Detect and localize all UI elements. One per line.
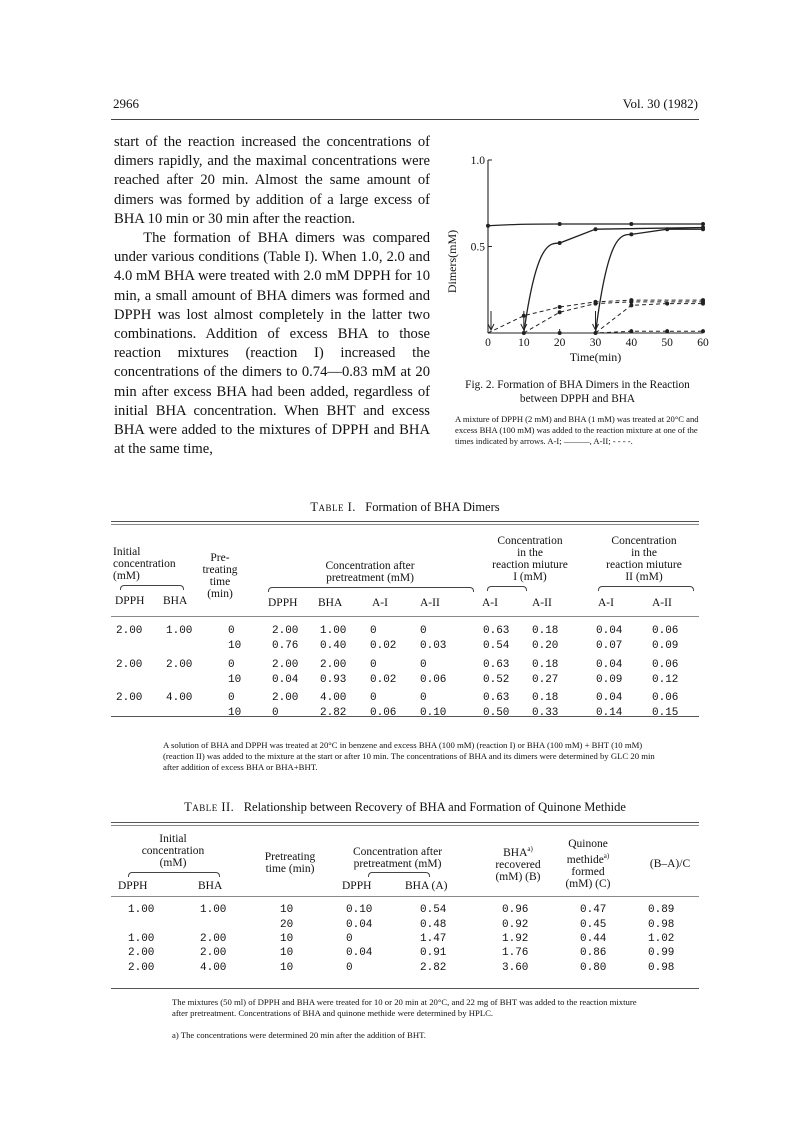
table1-head-conc1: Concentration in the reaction miuture I (mM) [492, 535, 568, 583]
table1-head-after: Concentration after pretreatment (mM) [325, 560, 415, 584]
figure-caption [450, 378, 705, 406]
table1-title-text: Formation of BHA Dimers [365, 500, 500, 514]
table2-cell-r3-c5: 1.76 [502, 947, 529, 959]
x-tick-label-5: 50 [661, 337, 673, 349]
series-0-point-1 [558, 222, 562, 226]
table1-cell-r3-c9: 0.09 [596, 674, 623, 686]
table2-cell-r0-c6: 0.47 [580, 904, 607, 916]
table1-cell-r4-c5: 0 [370, 692, 377, 704]
table1-cell-r2-c3: 2.00 [272, 659, 299, 671]
series-2-point-2 [665, 227, 669, 231]
table1-cell-r5-c10: 0.15 [652, 707, 679, 719]
table1-cell-r0-c3: 2.00 [272, 625, 299, 637]
series-0-point-2 [629, 222, 633, 226]
table2-cell-r1-c2: 20 [280, 919, 294, 931]
series-6-point-5 [665, 329, 669, 333]
x-tick-label-2: 20 [553, 337, 566, 349]
table1-head-rule [111, 616, 699, 617]
table2-bottom-rule [111, 988, 699, 989]
table1-cell-r3-c8: 0.27 [532, 674, 559, 686]
table1-cell-r0-c2: 0 [228, 625, 235, 637]
table1-cell-r2-c9: 0.04 [596, 659, 623, 671]
table1-head-conc2: Concentration in the reaction miuture II (mM) [606, 535, 682, 583]
table2-title [111, 800, 699, 815]
table2-title-text: Relationship between Recovery of BHA and Formation of Quinone Methide [243, 800, 626, 814]
series-2-point-3 [701, 227, 705, 231]
table1-sub-dpph2: DPPH [268, 597, 298, 609]
table1-cell-r1-c4: 0.40 [320, 640, 347, 652]
figure-legend: A mixture of DPPH (2 mM) and BHA (1 mM) was treated at 20°C and excess BHA (100 mM) was added to the reaction mixture at one of the times indicated by arrows. A-I; ———, A-II; - - - -. [455, 414, 699, 446]
table1-cell-r0-c8: 0.18 [532, 625, 559, 637]
table2-head-after: Concentration after pretreatment (mM) [352, 846, 443, 870]
series-6-point-6 [701, 329, 705, 333]
table2-cell-r2-c5: 1.92 [502, 933, 529, 945]
table1-cell-r1-c5: 0.02 [370, 640, 397, 652]
paragraph-2: The formation of BHA dimers was compared under various conditions (Table I). When 1.0, 2.0 and 4.0 mM BHA were treated with 2.0 mM DPPH for 10 min, a small amount of BHA dimers was formed and DPPH was lost almost completely in the latter two combinations. Addition of excess BHA to those reaction mixtures (reaction I) increased the concentrations of the dimers to 0.74—0.83 mM at 20 min after excess BHA had been added, regardless of initial BHA concentration. When BHT and excess BHA were added to the mixtures of DPPH and BHA at the same time, [114, 230, 430, 458]
table2-cell-r4-c4: 2.82 [420, 962, 447, 974]
table2-head-pretreat: Pretreating time (min) [264, 851, 316, 875]
x-tick-label-6: 60 [697, 337, 709, 349]
table1-cell-r4-c3: 2.00 [272, 692, 299, 704]
table1-cell-r2-c4: 2.00 [320, 659, 347, 671]
table1-sub-ai-r2: A-I [598, 597, 614, 609]
table1-cell-r1-c8: 0.20 [532, 640, 559, 652]
table1-cell-r0-c5: 0 [370, 625, 377, 637]
table1-cell-r1-c3: 0.76 [272, 640, 299, 652]
table1-cell-r3-c6: 0.06 [420, 674, 447, 686]
table2-cell-r4-c6: 0.80 [580, 962, 607, 974]
table2-cell-r4-c3: 0 [346, 962, 353, 974]
table1-cell-r5-c5: 0.06 [370, 707, 397, 719]
table1-cell-r0-c6: 0 [420, 625, 427, 637]
series-5-point-1 [629, 303, 633, 307]
x-tick-label-4: 40 [625, 337, 638, 349]
table2-cell-r4-c7: 0.98 [648, 962, 675, 974]
table1-cell-r2-c0: 2.00 [116, 659, 143, 671]
x-axis-label: Time(min) [569, 350, 622, 364]
table1-sub-bha: BHA [163, 595, 188, 607]
table2-cell-r3-c2: 10 [280, 947, 294, 959]
table2-sub-bha-a: BHA (A) [405, 880, 448, 892]
table2-cell-r1-c5: 0.92 [502, 919, 529, 931]
table2-cell-r0-c7: 0.89 [648, 904, 675, 916]
table1-cell-r3-c4: 0.93 [320, 674, 347, 686]
table1-cell-r4-c0: 2.00 [116, 692, 143, 704]
table2-cell-r2-c2: 10 [280, 933, 294, 945]
table1-sub-aii-r2: A-II [652, 597, 672, 609]
table1-cell-r5-c6: 0.10 [420, 707, 447, 719]
table2-top-rule-2 [111, 825, 699, 826]
table1-sub-aii-r1: A-II [532, 597, 552, 609]
table2-cell-r4-c2: 10 [280, 962, 294, 974]
table1-sub-ai-r1: A-I [482, 597, 498, 609]
table2-cell-r0-c1: 1.00 [200, 904, 227, 916]
table1-cell-r5-c7: 0.50 [483, 707, 510, 719]
table1-top-rule-2 [111, 524, 699, 525]
table1-cell-r3-c10: 0.12 [652, 674, 679, 686]
table2-label: Table II. [184, 800, 235, 814]
series-0-line [488, 224, 703, 226]
table1-cell-r4-c2: 0 [228, 692, 235, 704]
table2-cell-r0-c2: 10 [280, 904, 294, 916]
table1-cell-r2-c6: 0 [420, 659, 427, 671]
table1-cell-r4-c1: 4.00 [166, 692, 193, 704]
table1-cell-r2-c10: 0.06 [652, 659, 679, 671]
table2-cell-r0-c5: 0.96 [502, 904, 529, 916]
table1-cell-r2-c5: 0 [370, 659, 377, 671]
table2-cell-r2-c6: 0.44 [580, 933, 607, 945]
table1-cell-r0-c4: 1.00 [320, 625, 347, 637]
table2-cell-r1-c4: 0.48 [420, 919, 447, 931]
table1-head-pretreat: Pre- treating time (min) [202, 552, 238, 600]
table2-sub-dpph: DPPH [118, 880, 148, 892]
series-3-point-2 [558, 305, 562, 309]
x-tick-label-0: 0 [485, 337, 491, 349]
table1-cell-r1-c9: 0.07 [596, 640, 623, 652]
table1-cell-r4-c7: 0.63 [483, 692, 510, 704]
header-rule [111, 119, 699, 120]
table2-cell-r1-c3: 0.04 [346, 919, 373, 931]
table1-brace-conc2 [598, 586, 694, 591]
dimer-formation-chart [440, 130, 730, 375]
table1-cell-r4-c9: 0.04 [596, 692, 623, 704]
table2-top-rule [111, 822, 699, 823]
series-4-point-2 [594, 302, 598, 306]
table1-brace-after [268, 587, 474, 592]
table1-cell-r2-c2: 0 [228, 659, 235, 671]
table2-cell-r3-c6: 0.86 [580, 947, 607, 959]
table1-title [111, 500, 699, 515]
table1-brace-conc1 [487, 586, 527, 591]
table2-cell-r0-c4: 0.54 [420, 904, 447, 916]
table1-note: A solution of BHA and DPPH was treated at 20°C in benzene and excess BHA (100 mM) (reaction I) or BHA (100 mM) + BHT (10 mM) (reaction II) was added to the mixture at the start or after 10 min. The concentrations of BHA and its dimers were determined by GLC 20 min after addition of excess BHA or BHA+BHT. [163, 740, 655, 772]
series-5-line [596, 304, 704, 333]
table2-cell-r2-c0: 1.00 [128, 933, 155, 945]
series-2-point-1 [629, 232, 633, 236]
table1-cell-r0-c1: 1.00 [166, 625, 193, 637]
series-0-point-0 [486, 224, 490, 228]
table2-cell-r0-c3: 0.10 [346, 904, 373, 916]
table1-cell-r1-c7: 0.54 [483, 640, 510, 652]
series-5-point-3 [701, 302, 705, 306]
table2-cell-r2-c7: 1.02 [648, 933, 675, 945]
body-text [114, 133, 430, 459]
series-6-point-3 [594, 331, 598, 335]
series-6-point-4 [629, 329, 633, 333]
table1-sub-aii: A-II [420, 597, 440, 609]
table2-cell-r2-c4: 1.47 [420, 933, 447, 945]
table2-head-initial: Initial concentration (mM) [141, 833, 205, 869]
journal-volume: Vol. 30 (1982) [622, 96, 698, 111]
x-tick-label-1: 10 [518, 337, 530, 349]
table1-cell-r4-c10: 0.06 [652, 692, 679, 704]
table2-cell-r3-c1: 2.00 [200, 947, 227, 959]
table1-cell-r3-c3: 0.04 [272, 674, 299, 686]
table1-cell-r5-c2: 10 [228, 707, 242, 719]
table1-cell-r4-c8: 0.18 [532, 692, 559, 704]
table2-cell-r3-c4: 0.91 [420, 947, 447, 959]
page-number: 2966 [113, 96, 139, 111]
table1-cell-r0-c10: 0.06 [652, 625, 679, 637]
series-6-point-1 [522, 331, 526, 335]
series-0-point-3 [701, 222, 705, 226]
table1-sub-bha2: BHA [318, 597, 343, 609]
table1-label: Table I. [310, 500, 356, 514]
paragraph-1: start of the reaction increased the concentrations of dimers rapidly, and the maximal concentrations were reached after 20 min. Almost the same amount of dimers was formed by addition of a large excess of BHA 10 min or 30 min after the reaction. [114, 134, 430, 227]
table1-sub-dpph: DPPH [115, 595, 145, 607]
table1-cell-r5-c4: 2.82 [320, 707, 347, 719]
table2-cell-r3-c7: 0.99 [648, 947, 675, 959]
table2-cell-r3-c0: 2.00 [128, 947, 155, 959]
table2-cell-r1-c6: 0.45 [580, 919, 607, 931]
table1-cell-r4-c6: 0 [420, 692, 427, 704]
series-4-point-1 [558, 310, 562, 314]
table1-cell-r5-c9: 0.14 [596, 707, 623, 719]
table1-brace-initial [120, 585, 184, 590]
table1-head-initial: Initial concentration (mM) [113, 546, 176, 582]
y-axis-label: Dimers(mM) [445, 229, 459, 294]
table2-sub-bha: BHA [198, 880, 223, 892]
series-2-line [596, 229, 704, 333]
table2-head-rule [111, 896, 699, 897]
table1-cell-r0-c7: 0.63 [483, 625, 510, 637]
table2-note: The mixtures (50 ml) of DPPH and BHA were treated for 10 or 20 min at 20°C, and 22 mg of BHT was added to the reaction mixture after pretreatment. Concentrations of BHA and quinone methide were determined by HPLC. [172, 997, 637, 1018]
figure-caption-label: Fig. 2. [465, 379, 495, 391]
series-4-line [524, 302, 703, 333]
table1-cell-r2-c1: 2.00 [166, 659, 193, 671]
table2-cell-r4-c5: 3.60 [502, 962, 529, 974]
table2-head-ratio: (B–A)/C [649, 858, 691, 870]
table2-brace-initial [128, 872, 220, 877]
table2-cell-r4-c1: 4.00 [200, 962, 227, 974]
table1-cell-r3-c7: 0.52 [483, 674, 510, 686]
table1-cell-r0-c9: 0.04 [596, 625, 623, 637]
series-4-point-3 [629, 300, 633, 304]
table2-head-recovered: BHA$^{a)}$ recovered (mM) (B) [495, 845, 541, 883]
table1-cell-r5-c8: 0.33 [532, 707, 559, 719]
table1-cell-r2-c7: 0.63 [483, 659, 510, 671]
y-tick-label-1: 1.0 [470, 155, 485, 167]
series-6-point-2 [558, 331, 562, 335]
x-tick-label-3: 30 [589, 337, 602, 349]
table1-cell-r5-c3: 0 [272, 707, 279, 719]
table2-cell-r2-c1: 2.00 [200, 933, 227, 945]
table1-cell-r1-c2: 10 [228, 640, 242, 652]
table2-head-quinone: Quinone methide$^{a)}$ formed (mM) (C) [565, 838, 611, 890]
table2-cell-r2-c3: 0 [346, 933, 353, 945]
table1-cell-r3-c2: 10 [228, 674, 242, 686]
table2-cell-r3-c3: 0.04 [346, 947, 373, 959]
table1-sub-ai: A-I [372, 597, 388, 609]
table2-footnote: a) The concentrations were determined 20 min after the addition of BHT. [172, 1030, 426, 1040]
figure-caption-title: Formation of BHA Dimers in the Reaction between DPPH and BHA [497, 379, 690, 405]
series-1-point-2 [594, 227, 598, 231]
series-1-point-1 [558, 241, 562, 245]
table2-cell-r1-c7: 0.98 [648, 919, 675, 931]
table2-cell-r4-c0: 2.00 [128, 962, 155, 974]
table2-brace-after [368, 872, 430, 877]
table1-top-rule [111, 521, 699, 522]
table1-cell-r2-c8: 0.18 [532, 659, 559, 671]
y-tick-label-0: 0.5 [470, 241, 485, 254]
table1-bottom-rule [111, 716, 699, 717]
table1-cell-r1-c6: 0.03 [420, 640, 447, 652]
table1-cell-r4-c4: 4.00 [320, 692, 347, 704]
table2-sub-dpph2: DPPH [342, 880, 372, 892]
series-5-point-2 [665, 302, 669, 306]
table2-cell-r0-c0: 1.00 [128, 904, 155, 916]
table1-cell-r1-c10: 0.09 [652, 640, 679, 652]
table1-cell-r3-c5: 0.02 [370, 674, 397, 686]
figure-2 [440, 130, 730, 375]
table1-cell-r0-c0: 2.00 [116, 625, 143, 637]
